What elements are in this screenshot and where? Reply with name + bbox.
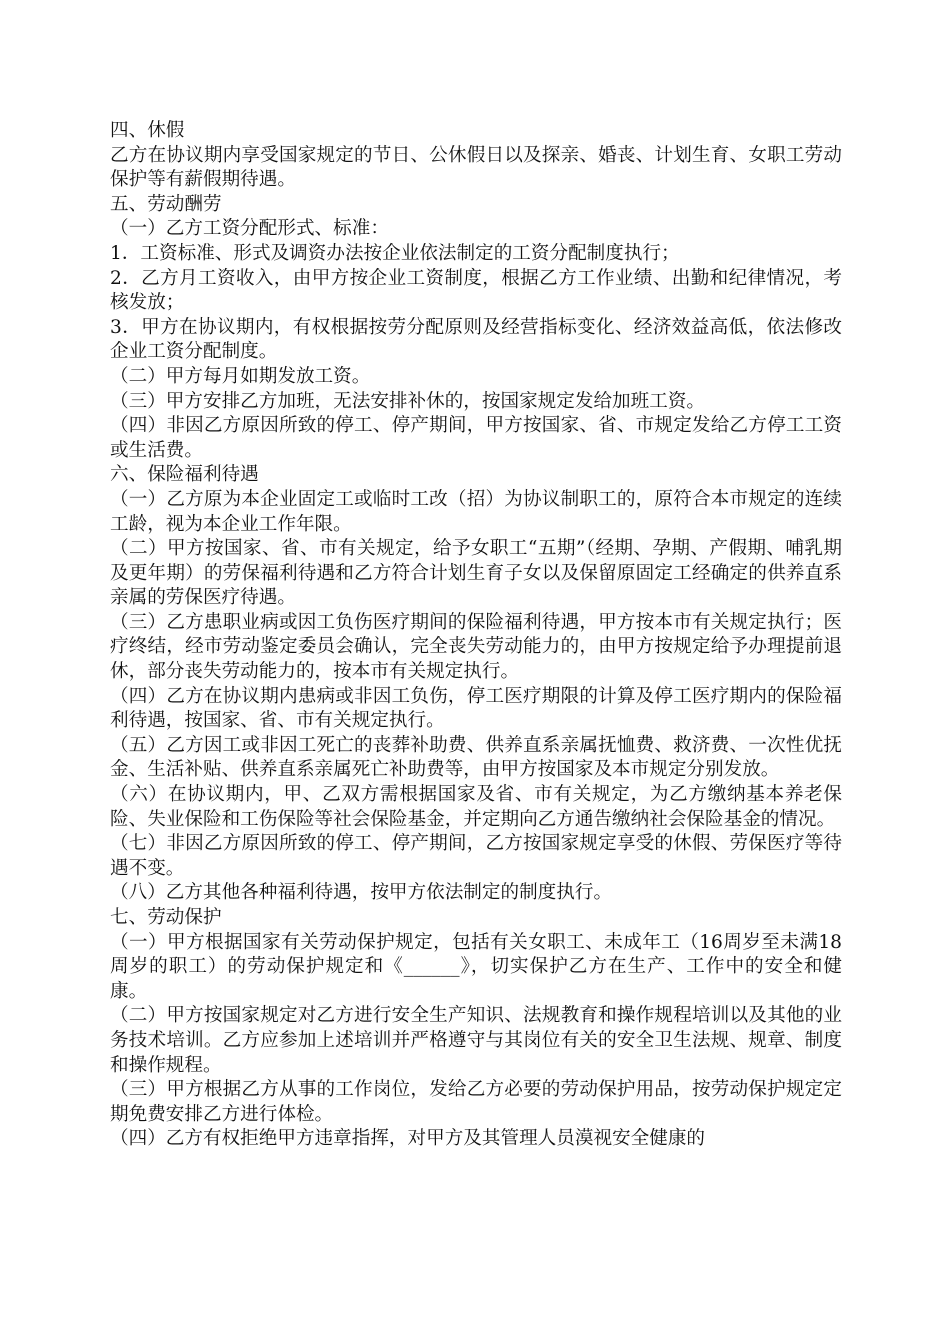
paragraph: （一）乙方工资分配形式、标准： xyxy=(110,218,389,240)
paragraph: （三）乙方患职业病或因工负伤医疗期间的保险福利待遇，甲方按本市有关规定执行；医疗终结，经市劳动鉴定委员会确认，完全丧失劳动能力的，由甲方按规定给予办理提前退休，部分丧失劳动能力的，按本市有关规定执行。 xyxy=(110,611,842,683)
paragraph: （五）乙方因工或非因工死亡的丧葬补助费、供养直系亲属抚恤费、救济费、一次性优抚金、生活补贴、供养直系亲属死亡补助费等，由甲方按国家及本市规定分别发放。 xyxy=(110,734,842,781)
paragraph: （一）甲方根据国家有关劳动保护规定，包括有关女职工、未成年工（16周岁至未满18周岁的职工）的劳动保护规定和《______》，切实保护乙方在生产、工作中的安全和健康。 xyxy=(110,931,842,1002)
paragraph: （二）甲方按国家、省、市有关规定，给予女职工“五期”（经期、孕期、产假期、哺乳期及更年期）的劳保福利待遇和乙方符合计划生育子女以及保留原固定工经确定的供养直系亲属的劳保医疗待遇。 xyxy=(110,538,842,609)
paragraph: （四）非因乙方原因所致的停工、停产期间，甲方按国家、省、市规定发给乙方停工工资或生活费。 xyxy=(110,415,842,461)
section-heading-remuneration: 五、劳动酬劳 xyxy=(110,193,222,215)
paragraph: （四）乙方在协议期内患病或非因工负伤，停工医疗期限的计算及停工医疗期内的保险福利待遇，按国家、省、市有关规定执行。 xyxy=(110,685,842,732)
section-heading-vacation: 四、休假 xyxy=(110,120,185,141)
section-heading-insurance-welfare: 六、保险福利待遇 xyxy=(110,464,259,486)
paragraph: 乙方在协议期内享受国家规定的节日、公休假日以及探亲、婚丧、计划生育、女职工劳动保护等有薪假期待遇。 xyxy=(110,144,842,191)
paragraph: 2．乙方月工资收入，由甲方按企业工资制度，根据乙方工作业绩、出勤和纪律情况，考核发放； xyxy=(110,267,842,314)
document-page xyxy=(110,119,842,1152)
paragraph: （四）乙方有权拒绝甲方违章指挥，对甲方及其管理人员漠视安全健康的 xyxy=(110,1128,706,1150)
paragraph: （二）甲方按国家规定对乙方进行安全生产知识、法规教育和操作规程培训以及其他的业务技术培训。乙方应参加上述培训并严格遵守与其岗位有关的安全卫生法规、规章、制度和操作规程。 xyxy=(110,1005,842,1076)
paragraph: （一）乙方原为本企业固定工或临时工改（招）为协议制职工的，原符合本市规定的连续工龄，视为本企业工作年限。 xyxy=(110,488,842,535)
paragraph: （七）非因乙方原因所致的停工、停产期间，乙方按国家规定享受的休假、劳保医疗等待遇不变。 xyxy=(110,833,842,879)
paragraph: （三）甲方安排乙方加班，无法安排补休的，按国家规定发给加班工资。 xyxy=(110,390,706,412)
paragraph: （二）甲方每月如期发放工资。 xyxy=(110,365,371,387)
paragraph: （三）甲方根据乙方从事的工作岗位，发给乙方必要的劳动保护用品，按劳动保护规定定期免费安排乙方进行体检。 xyxy=(110,1079,842,1125)
paragraph: 3．甲方在协议期内，有权根据按劳分配原则及经营指标变化、经济效益高低，依法修改企业工资分配制度。 xyxy=(110,316,842,363)
paragraph: 1．工资标准、形式及调资办法按企业依法制定的工资分配制度执行； xyxy=(110,242,680,264)
paragraph: （八）乙方其他各种福利待遇，按甲方依法制定的制度执行。 xyxy=(110,882,613,904)
section-heading-labor-protection: 七、劳动保护 xyxy=(110,907,222,928)
paragraph: （六）在协议期内，甲、乙双方需根据国家及省、市有关规定，为乙方缴纳基本养老保险、失业保险和工伤保险等社会保险基金，并定期向乙方通告缴纳社会保险基金的情况。 xyxy=(110,784,842,830)
